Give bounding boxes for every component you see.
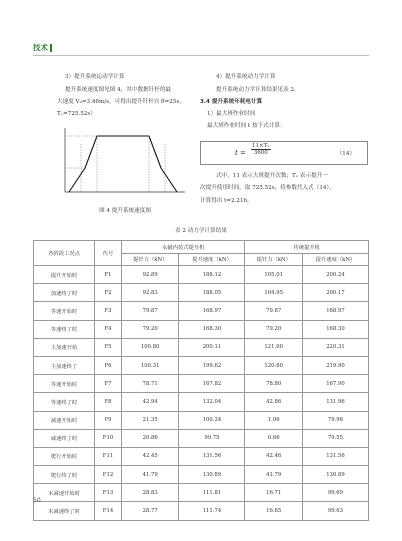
formula-fraction [251, 143, 271, 156]
table-cell: 42.46 [245, 447, 302, 465]
equation-number: （14） [336, 151, 355, 157]
table-cell: 167.90 [302, 375, 368, 393]
table-cell: F14 [95, 502, 122, 520]
table-cell: 111.74 [179, 502, 245, 520]
dynamics-table [33, 240, 369, 521]
table-row [34, 466, 369, 484]
table-cell: 104.95 [245, 284, 302, 302]
table-cell: 168.30 [179, 320, 245, 338]
table-cell: 提升开始时 [34, 266, 95, 284]
left-line-2: 大速度 V₀=3.46m/s，可得出提升钎杆自 θ=25s， [57, 99, 185, 105]
table-cell: 168.97 [179, 302, 245, 320]
section-heading: 3.4 提升系统年耗电计算 [200, 99, 263, 105]
formula-lhs: t = [235, 149, 246, 157]
table-cell: 41.79 [245, 466, 302, 484]
table-cell: 188.05 [179, 284, 245, 302]
table-cell: F9 [95, 411, 122, 429]
table-cell: 42.86 [245, 393, 302, 411]
table-cell: 42.45 [122, 447, 179, 465]
table-cell: F4 [95, 320, 122, 338]
table-cell: 99.75 [179, 429, 245, 447]
table-cell: 92.89 [122, 266, 179, 284]
table-row [34, 429, 369, 447]
table-cell: F7 [95, 375, 122, 393]
table-cell: 131.96 [302, 393, 368, 411]
table-cell: 减速开始时 [34, 411, 95, 429]
formula-box [200, 141, 368, 165]
table-cell: 100.80 [122, 338, 179, 356]
table-cell: 等速终了时 [34, 393, 95, 411]
table-cell: 爬行开始时 [34, 447, 95, 465]
table-cell: F5 [95, 338, 122, 356]
table-cell: 28.77 [122, 502, 179, 520]
table-cell: 99.69 [302, 484, 368, 502]
table-cell: 200.17 [302, 284, 368, 302]
table-cell: 16.71 [245, 484, 302, 502]
table-cell: 等速终了时 [34, 320, 95, 338]
table-cell: 79.20 [245, 320, 302, 338]
table-cell: 132.04 [179, 393, 245, 411]
table-row [34, 393, 369, 411]
table-row [34, 356, 369, 374]
subheading: 1）最大班作业时间 [207, 111, 256, 117]
table-cell: 20.86 [122, 429, 179, 447]
right-line-2: 提升系统动力学计算结果见表 2. [216, 87, 296, 93]
table-cell: 111.81 [179, 484, 245, 502]
table-cell: 主加速终了 [34, 356, 95, 374]
table-cell: 100.24 [179, 411, 245, 429]
table-cell: F3 [95, 302, 122, 320]
table-row [34, 447, 369, 465]
subheader-4: 提升速度（kN） [302, 253, 368, 266]
header-code: 代号 [95, 241, 122, 266]
table-row [34, 284, 369, 302]
table-cell: 等速开始时 [34, 302, 95, 320]
table-cell: 79.87 [245, 302, 302, 320]
subheading-2: 最大班作业时间 t 按下式计算： [207, 123, 286, 129]
subheader-2: 提升速度（kN） [179, 253, 245, 266]
table-cell: 41.79 [122, 466, 179, 484]
table-cell: F13 [95, 484, 122, 502]
table-cell: 末减速开始时 [34, 484, 95, 502]
table-row [34, 502, 369, 520]
table-cell: 105.01 [245, 266, 302, 284]
table-cell: 168.97 [302, 302, 368, 320]
left-line-3: Tₓ=725.52s） [57, 111, 96, 117]
page-number: 50 [33, 497, 41, 504]
after-line-3: 计算得出 t=2.21h。 [200, 198, 253, 204]
table-cell: 减速终了时 [34, 429, 95, 447]
table-row [34, 375, 369, 393]
table-cell: 79.87 [122, 302, 179, 320]
table-cell: 92.83 [122, 284, 179, 302]
table-cell: 121.00 [245, 338, 302, 356]
table-cell: 79.55 [302, 429, 368, 447]
header-group-2: 传统提升机 [245, 241, 369, 254]
figure-caption: 图 4 提升系统速度图 [99, 208, 151, 214]
table-cell: 131.56 [302, 447, 368, 465]
table-cell: 79.96 [302, 411, 368, 429]
table-cell: 末减速终了时 [34, 502, 95, 520]
table-row [34, 320, 369, 338]
table-cell: 220.31 [302, 338, 368, 356]
table-cell: 130.89 [179, 466, 245, 484]
table-cell: 168.30 [302, 320, 368, 338]
formula-denominator: 3600 [253, 150, 268, 156]
table-cell: 100.31 [122, 356, 179, 374]
table-cell: F11 [95, 447, 122, 465]
table-row [34, 484, 369, 502]
table-row [34, 411, 369, 429]
left-line-1: 提升系统速度图见图 4，其中数据钎杆的最 [65, 87, 172, 93]
table-cell: 199.62 [179, 356, 245, 374]
table-row [34, 338, 369, 356]
table-cell: F6 [95, 356, 122, 374]
table-cell: 99.63 [302, 502, 368, 520]
after-line-2: 次提升使用时间，取 725.52s，将参数代入式（14）， [200, 185, 335, 191]
table-cell: 42.94 [122, 393, 179, 411]
table-cell: 188.12 [179, 266, 245, 284]
table-cell: 爬行终了时 [34, 466, 95, 484]
section-tag: 技术 [33, 42, 52, 53]
table-cell: 21.35 [122, 411, 179, 429]
table-cell: 78.71 [122, 375, 179, 393]
after-line-1: 式中，11 表示大班提升次数；Tₓ 表示提升一 [216, 173, 328, 179]
table-cell: 主加速开始 [34, 338, 95, 356]
table-cell: 16.65 [245, 502, 302, 520]
subheader-1: 提钎力（kN） [122, 253, 179, 266]
left-heading: 3）提升系统运动学计算 [65, 74, 125, 80]
table-cell: 130.89 [302, 466, 368, 484]
table-cell: 28.83 [122, 484, 179, 502]
table-cell: F10 [95, 429, 122, 447]
table-cell: 1.06 [245, 411, 302, 429]
table-cell: 200.11 [179, 338, 245, 356]
formula-numerator: 11×Tₓ [252, 143, 270, 149]
table-cell: F2 [95, 284, 122, 302]
table-cell: F12 [95, 466, 122, 484]
header-divider [33, 55, 369, 56]
table-cell: F8 [95, 393, 122, 411]
table-cell: 200.24 [302, 266, 368, 284]
table-cell: 131.56 [179, 447, 245, 465]
table-cell: F1 [95, 266, 122, 284]
table-cell: 等速开始时 [34, 375, 95, 393]
subheader-3: 提钎力（kN） [245, 253, 302, 266]
table-cell: 79.20 [122, 320, 179, 338]
table-cell: 120.60 [245, 356, 302, 374]
velocity-diagram [57, 124, 192, 202]
table-cell: 78.80 [245, 375, 302, 393]
table-caption: 表 2 动力学计算结果 [175, 228, 227, 234]
header-group-1: 永磁内装式提升机 [122, 241, 245, 254]
right-line-1: 4）提升系统动力学计算 [216, 74, 276, 80]
table-cell: 加速终了时 [34, 284, 95, 302]
table-cell: 219.90 [302, 356, 368, 374]
table-cell: 0.66 [245, 429, 302, 447]
table-row [34, 302, 369, 320]
table-row [34, 266, 369, 284]
header-stage: 各阶段工况点 [34, 241, 95, 266]
velocity-curve [69, 136, 177, 192]
table-cell: 167.82 [179, 375, 245, 393]
